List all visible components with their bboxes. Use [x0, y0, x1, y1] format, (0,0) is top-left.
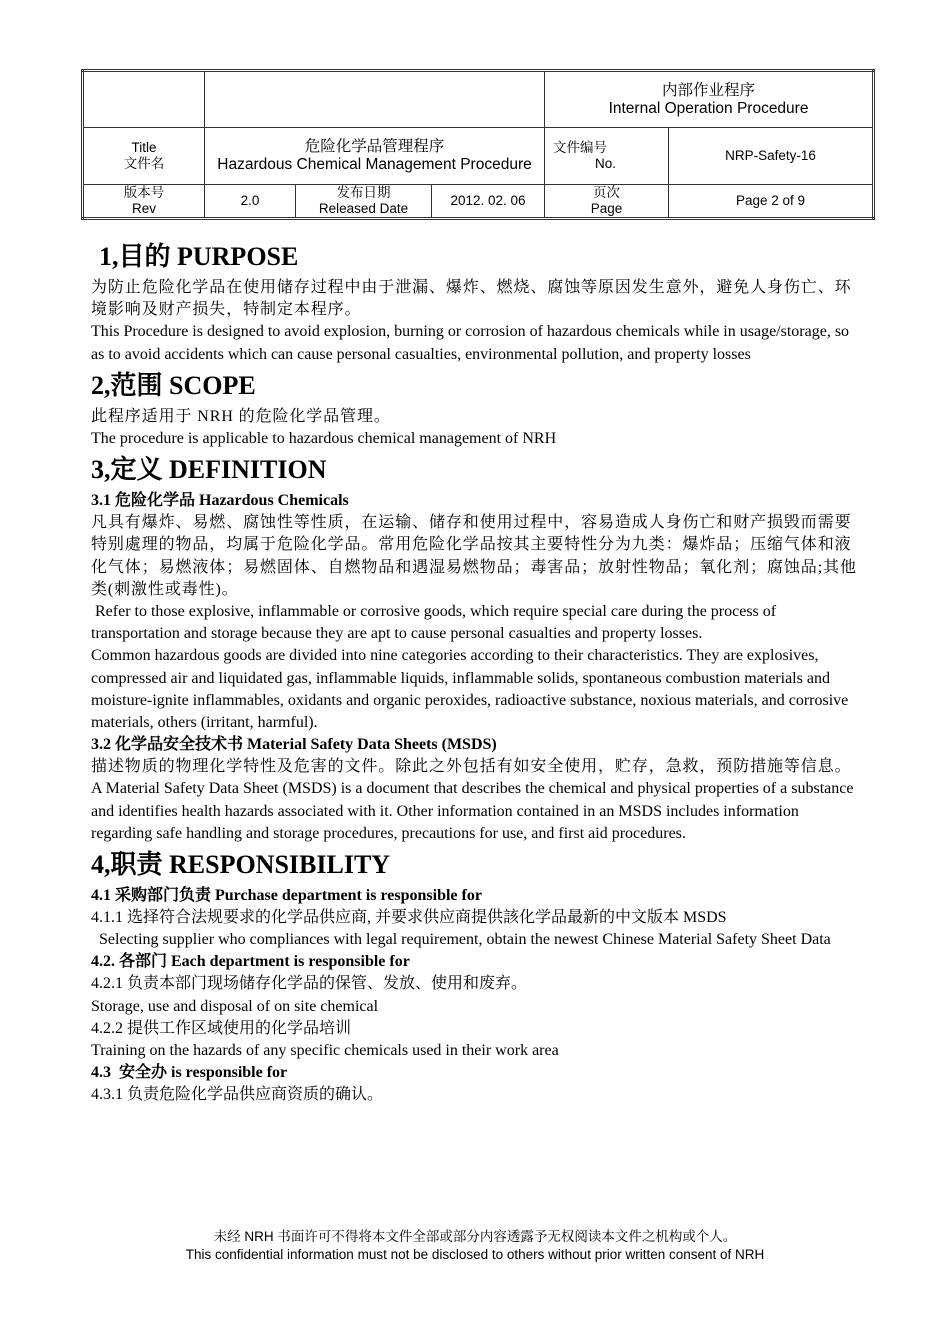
responsibility-4-2-1-text-zh: 4.2.1 负责本部门现场储存化学品的保管、发放、使用和废弃。 — [91, 975, 528, 993]
docno-label-zh: 文件编号 — [553, 140, 608, 155]
scope-heading: 2,范围 SCOPE — [91, 370, 256, 400]
docno-value: NRP-Safety-16 — [669, 128, 874, 185]
released-label-zh: 发布日期 — [336, 185, 391, 200]
rev-value: 2.0 — [205, 185, 296, 219]
rev-label-zh: 版本号 — [123, 185, 165, 200]
footer-text-zh: 未经 NRH 书面许可不得将本文件全部或部分内容透露予无权阅读本文件之机构或个人。 — [213, 1229, 737, 1244]
definition-3-2-text-zh: 描述物质的物理化学特性及危害的文件。除此之外包括有如安全使用，贮存，急救，预防措施等信息。 — [91, 758, 852, 776]
rev-label-cell — [83, 185, 205, 219]
responsibility-4-3-heading: 4.3 安全办 is responsible for — [91, 1064, 288, 1082]
responsibility-heading: 4,职责 RESPONSIBILITY — [91, 850, 391, 880]
scope-text-zh: 此程序适用于 NRH 的危险化学品管理。 — [91, 407, 391, 425]
responsibility-4-2-heading: 4.2. 各部门 Each department is responsible for — [91, 953, 410, 971]
docno-label-en: No. — [595, 156, 617, 171]
title-label-zh: 文件名 — [123, 156, 165, 171]
definition-3-1-heading: 3.1 危险化学品 Hazardous Chemicals — [91, 492, 349, 510]
responsibility-4-3-1-text-zh: 4.3.1 负责危险化学品供应商资质的确认。 — [91, 1086, 384, 1104]
document-body — [91, 237, 861, 1106]
definition-3-2-text-en: A Material Safety Data Sheet (MSDS) is a document that describes the chemical and physical properties of a substance and identifies health hazards associated with it. Other information contained in an MSDS includes information regarding safe handling and storage procedures, precautions for use, and first aid procedures. — [91, 780, 854, 842]
responsibility-4-1-1-text-zh: 4.1.1 选择符合法规要求的化学品供应商, 并要求供应商提供該化学品最新的中文版本 MSDS — [91, 909, 727, 927]
confidentiality-footer — [0, 1228, 950, 1264]
definition-3-2-heading: 3.2 化学品安全技术书 Material Safety Data Sheets (MSDS) — [91, 736, 497, 754]
responsibility-4-2-2-text-en: Training on the hazards of any specific chemicals used in their work area — [91, 1042, 559, 1060]
footer-text-en: This confidential information must not be disclosed to others without prior written consent of NRH — [185, 1247, 765, 1262]
title-en: Hazardous Chemical Management Procedure — [217, 156, 532, 173]
definition-3-1-text-zh: 凡具有爆炸、易燃、腐蚀性等性质，在运输、储存和使用过程中，容易造成人身伤亡和财产损毁而需要特别處理的物品，均属于危险化学品。常用危险化学品按其主要特性分为九类：爆炸品；压缩气体和液化气体；易燃液体；易燃固体、自燃物品和遇湿易燃物品；毒害品；放射性物品；氧化剂；腐蚀品;其他类(刺激性或毒性)。 — [91, 514, 857, 598]
responsibility-4-1-heading: 4.1 采购部门负责 Purchase department is responsible for — [91, 887, 482, 905]
definition-3-1-text-en-1: Refer to those explosive, inflammable or corrosive goods, which require special care during the process of transportation and storage because they are apt to cause personal casualties and property losses. — [91, 603, 781, 643]
page-label-zh: 页次 — [593, 185, 621, 200]
released-label-cell — [296, 185, 432, 219]
title-value-cell — [205, 128, 545, 185]
definition-3-1-text-en-2: Common hazardous goods are divided into nine categories according to their characteristics. They are explosives, compressed air and liquidated gas, inflammable liquids, inflammable solids, spontaneous combustion materials and moisture-ignite inflammables, oxidants and organic peroxides, radioactive substance, noxious materials, and corrosive materials, others (irritant, harmful). — [91, 647, 849, 732]
responsibility-4-2-1-text-en: Storage, use and disposal of on site chemical — [91, 997, 379, 1015]
blank-header-cell — [205, 71, 545, 128]
logo-cell — [83, 71, 205, 128]
definition-heading: 3,定义 DEFINITION — [91, 455, 327, 485]
responsibility-4-1-1-text-en: Selecting supplier who compliances with legal requirement, obtain the newest Chinese Material Safety Sheet Data — [91, 931, 831, 949]
docno-label-cell — [545, 128, 669, 185]
page-label-en: Page — [590, 201, 623, 216]
released-value: 2012. 02. 06 — [432, 185, 545, 219]
title-label-cell — [83, 128, 205, 185]
doc-type-en: Internal Operation Procedure — [608, 99, 809, 117]
doc-type-zh: 内部作业程序 — [662, 81, 756, 99]
page-label-cell — [545, 185, 669, 219]
rev-label-en: Rev — [131, 201, 156, 216]
purpose-text-en: This Procedure is designed to avoid explosion, burning or corrosion of hazardous chemicals while in usage/storage, so as to avoid accidents which can cause personal casualties, environmental pollution, and property losses — [91, 323, 850, 363]
released-label-en: Released Date — [318, 201, 409, 216]
purpose-text-zh: 为防止危险化学品在使用储存过程中由于泄漏、爆炸、燃烧、腐蚀等原因发生意外，避免人身伤亡、环境影响及财产损失，特制定本程序。 — [91, 279, 852, 319]
title-label-en: Title — [131, 140, 157, 155]
responsibility-4-2-2-text-zh: 4.2.2 提供工作区域使用的化学品培训 — [91, 1019, 352, 1037]
scope-text-en: The procedure is applicable to hazardous chemical management of NRH — [91, 430, 557, 448]
page-value: Page 2 of 9 — [669, 185, 874, 219]
title-zh: 危险化学品管理程序 — [304, 138, 445, 155]
document-header-table — [81, 69, 875, 220]
doc-type-cell — [545, 71, 874, 128]
purpose-heading: 1,目的 PURPOSE — [99, 242, 299, 271]
